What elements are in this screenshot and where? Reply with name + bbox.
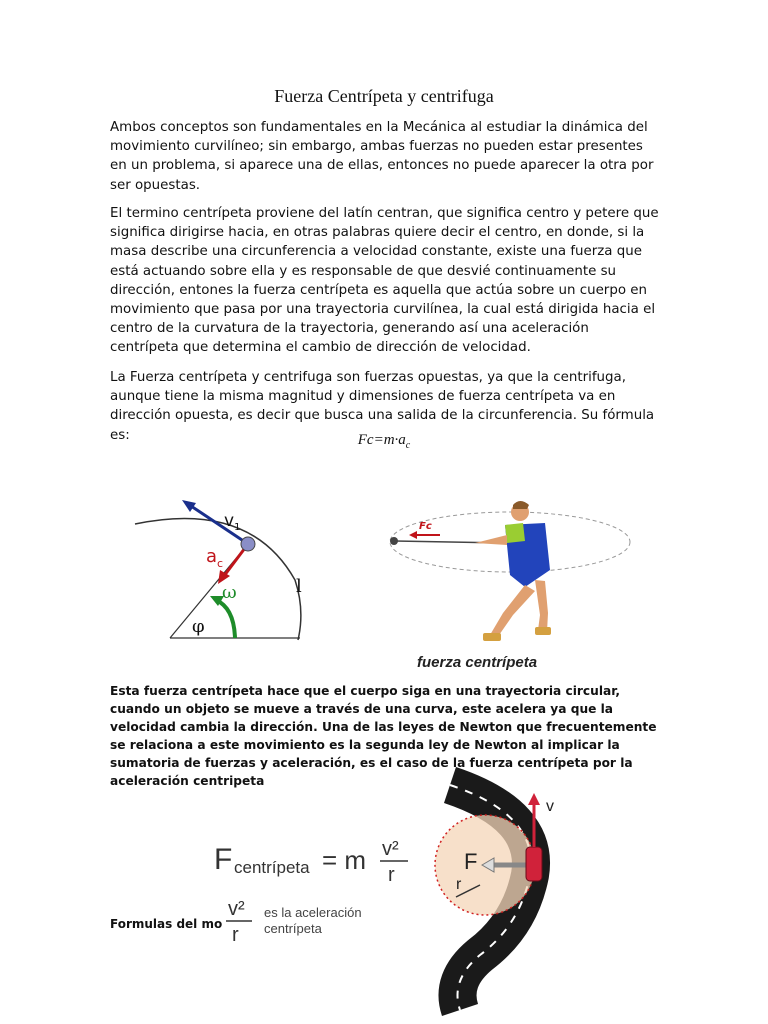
accel-text-1: es la aceleración <box>264 905 362 920</box>
accel-text-2: centrípeta <box>264 921 322 936</box>
accel-denominator: r <box>232 924 239 946</box>
centripetal-formula-image <box>210 825 420 945</box>
formulas-caption: Formulas del mo <box>110 917 223 931</box>
athlete-hair <box>513 501 529 509</box>
document-title: Fuerza Centrípeta y centrifuga <box>274 86 494 106</box>
formula-mass: m <box>383 432 395 448</box>
formula-F: F <box>214 843 233 876</box>
athlete-right-shoe <box>535 627 551 635</box>
athlete-left-leg <box>490 585 535 638</box>
circular-motion-diagram <box>130 500 360 660</box>
paragraph-opposite-forces: La Fuerza centrípeta y centrifuga son fuerzas opuestas, ya que la centrifuga, aunque tiene la misma magnitud y dimensiones de fuerza centrípeta va en dirección opuesta, es decir que busca una salida de la circunferencia. Su fórmula es: <box>110 370 655 443</box>
paragraph-intro: Ambos conceptos son fundamentales en la Mecánica al estudiar la dinámica del movimiento curvilíneo; sin embargo, ambas fuerzas no pueden estar presentes en un problema, si aparece una de ellas, entonces no puede aparecer la otra por ser opuestas. <box>110 120 654 193</box>
mass-point <box>241 537 255 551</box>
acceleration-label: $a_c$ <box>206 546 224 570</box>
omega-arc <box>216 600 235 638</box>
omega-label: ω <box>222 582 237 603</box>
trajectory-arc <box>135 518 301 640</box>
formula-eq-m: = m <box>322 845 367 875</box>
hammer-ball <box>390 537 398 545</box>
athlete-left-shoe <box>483 633 501 641</box>
formula-acc-sub: c <box>405 440 411 451</box>
formula-centripetal-force: $Fc=m\cdot a_c$ <box>357 432 411 451</box>
velocity-label: $v_1$ <box>224 511 241 533</box>
paragraph-etymology: El termino centrípeta proviene del latín centran, que significa centro y petere que significa dirigirse hacia, en otras palabras quiere decir el centro, en donde, si la masa describe una circunferencia a velocidad constante, existe una fuerza que está actuando sobre ella y es responsable de que desvié continuamente su dirección, entones la fuerza centrípeta es aquella que actúa sobre un cuerpo en movimiento que pasa por una trayectoria curvilínea, la cual está dirigida hacia el centro de la curvatura de la trayectoria, generando así una aceleración centrípeta que determina el cambio de dirección de velocidad. <box>110 206 659 356</box>
athlete-arms <box>475 535 507 545</box>
formula-numerator: v² <box>382 838 399 860</box>
athlete-right-leg <box>535 580 548 632</box>
road-F-label: F <box>464 849 478 874</box>
hammer-thrower-figure <box>385 495 635 675</box>
formula-lhs: Fc <box>357 432 374 448</box>
figure2-caption: fuerza centrípeta <box>417 654 538 671</box>
formula-F-sub: centrípeta <box>234 858 310 877</box>
formula-denominator: r <box>388 864 395 886</box>
force-label: Fc <box>419 521 432 532</box>
car-icon <box>526 847 542 881</box>
road-r-label: r <box>456 876 462 893</box>
accel-numerator: v² <box>228 898 245 920</box>
paragraph-newton: Esta fuerza centrípeta hace que el cuerpo siga en una trayectoria circular, cuando un objeto se mueve a través de una curva, este acelera ya que la velocidad cambia la dirección. Una de las leyes de Newton que frecuentemente se relaciona a este movimiento es la segunda ley de Newton al implicar la sumatoria de fuerzas y aceleración, es el caso de la fuerza centrípeta por la aceleración centripeta <box>110 684 657 788</box>
velocity-v-arrowhead <box>528 793 540 805</box>
force-arrowhead <box>409 531 417 539</box>
athlete-shirt <box>505 523 525 543</box>
formula-acc: a <box>398 432 406 448</box>
length-label: l <box>296 576 302 597</box>
curved-road-figure <box>420 785 570 1010</box>
phi-label: φ <box>192 616 205 637</box>
velocity-arrowhead <box>182 500 196 512</box>
road-v-label: v <box>546 798 554 815</box>
